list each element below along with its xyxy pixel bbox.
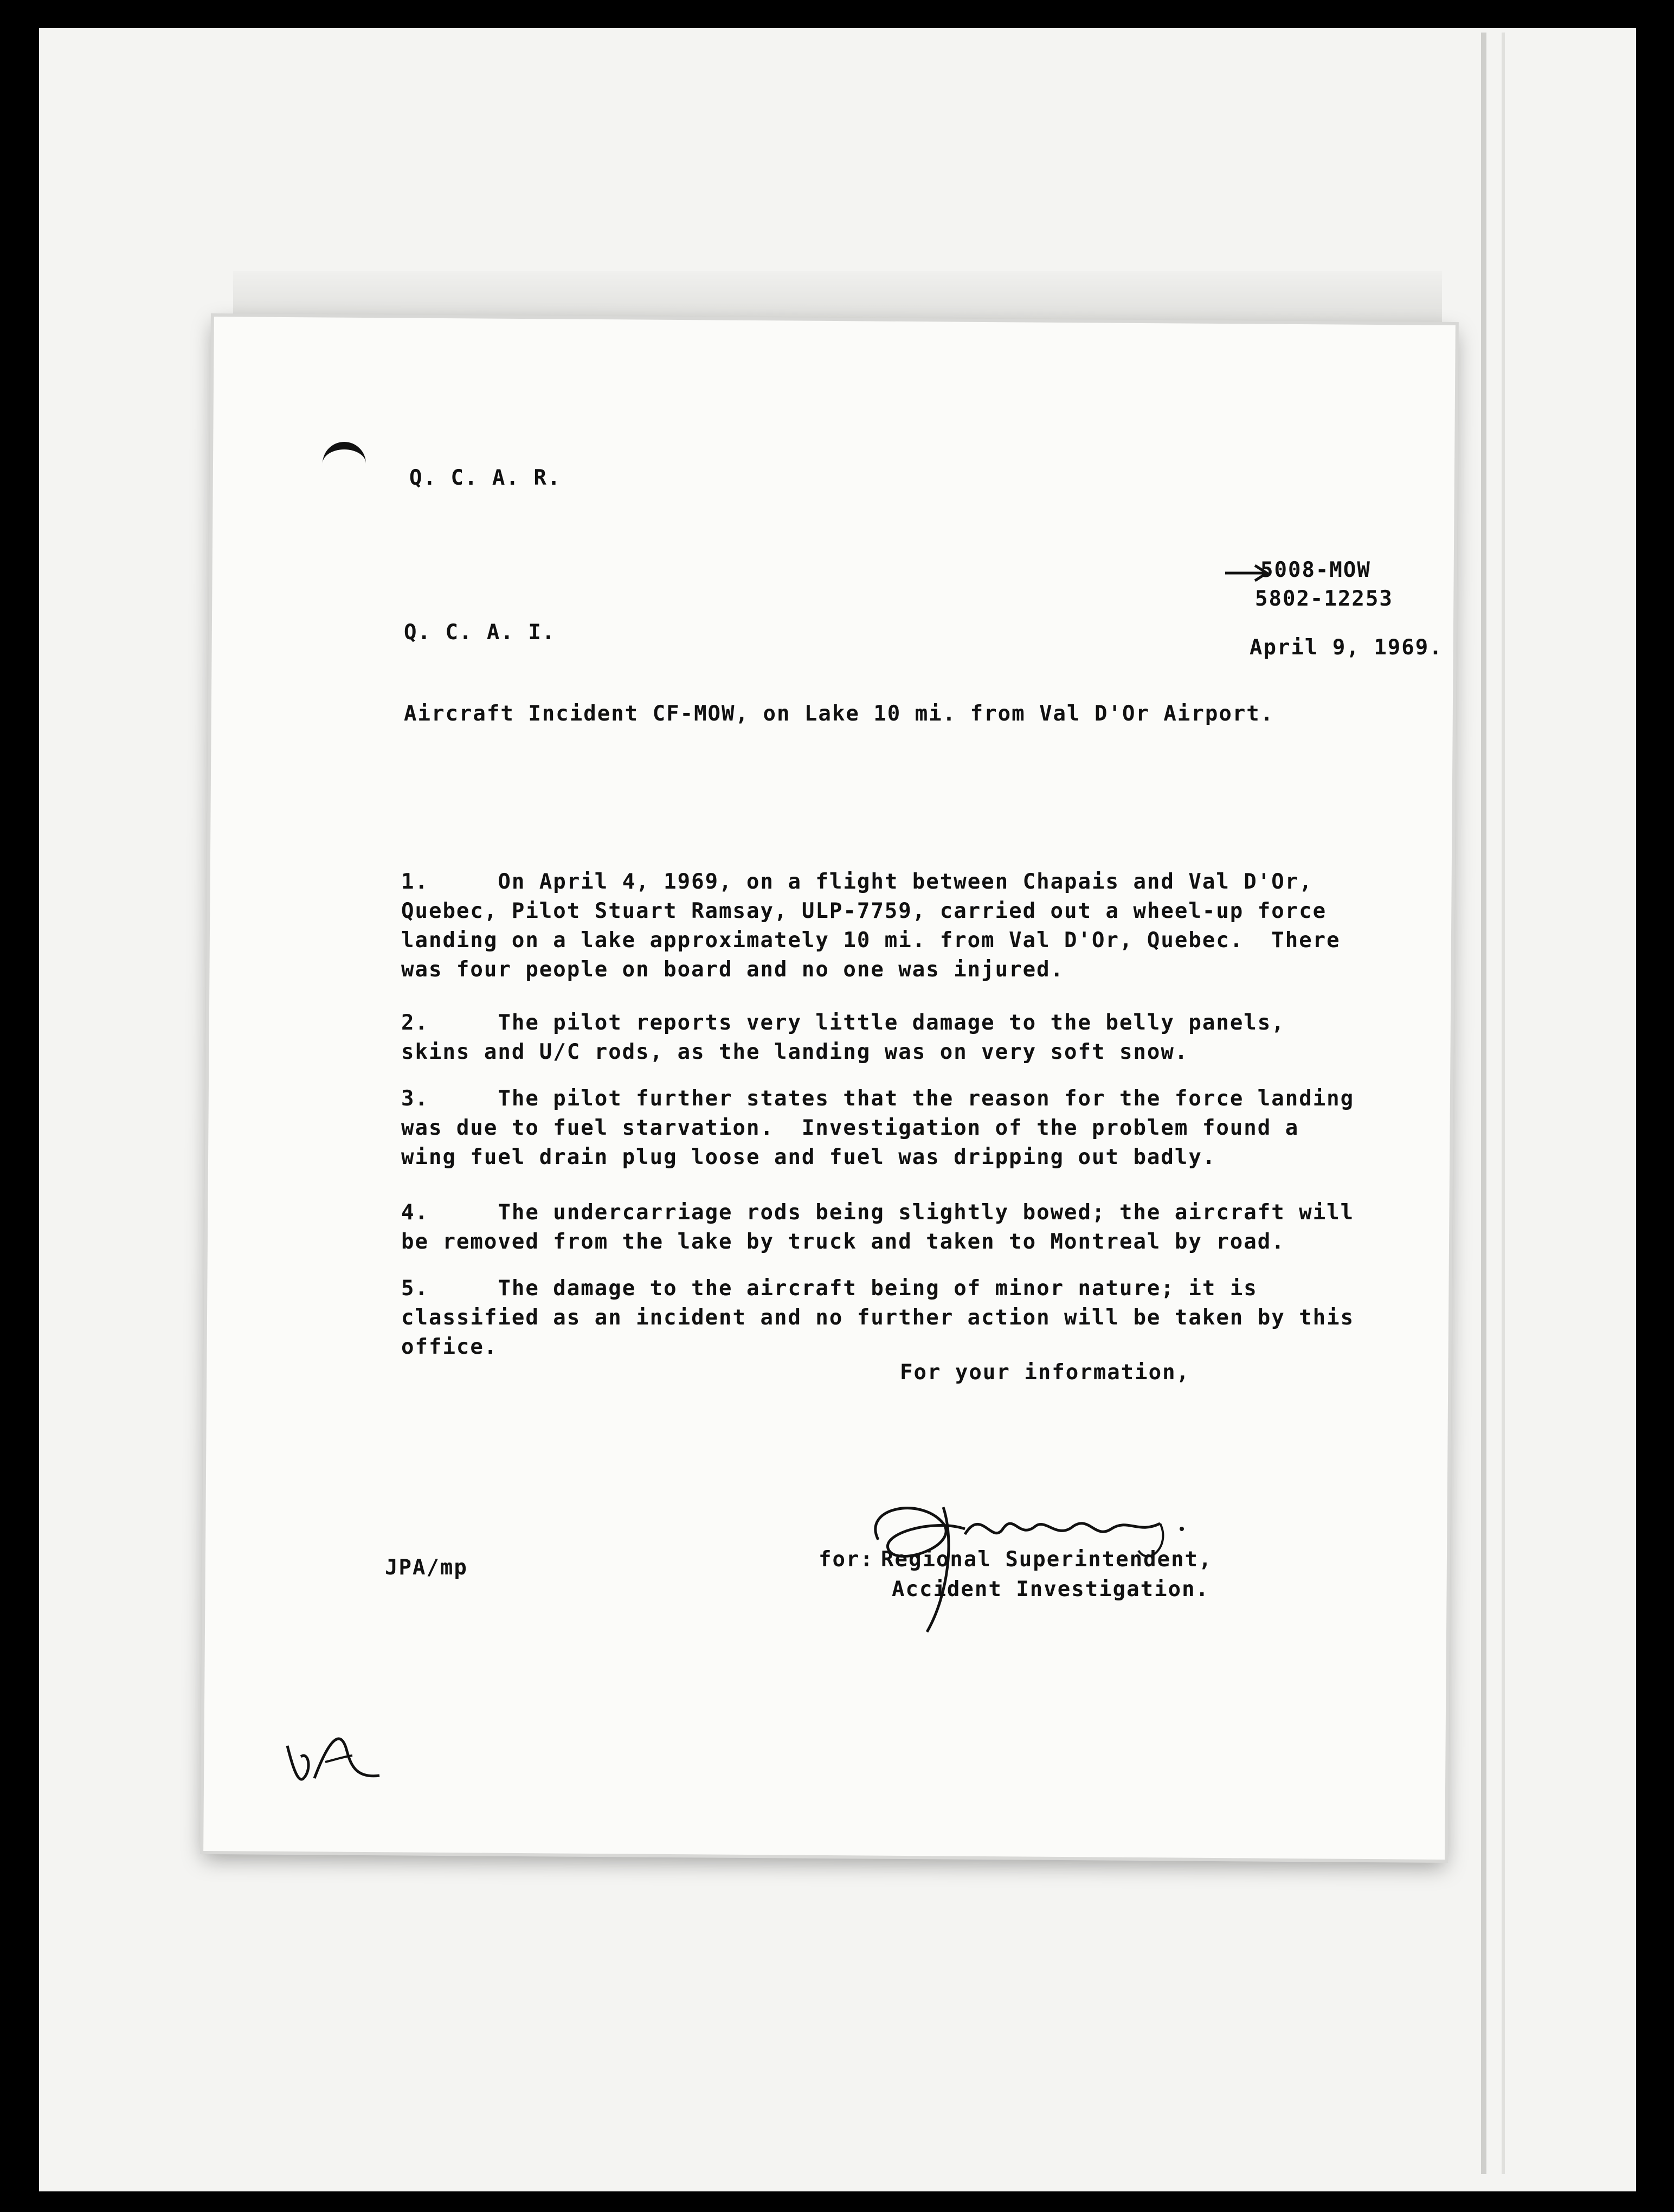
- paragraph-line: Quebec, Pilot Stuart Ramsay, ULP-7759, carried out a wheel-up force: [401, 899, 1327, 923]
- paragraph-3: [401, 1084, 1355, 1172]
- paragraph-line: classified as an incident and no further action will be taken by this: [401, 1306, 1355, 1330]
- recipient: Q. C. A. R.: [409, 466, 562, 490]
- paragraph-2: [401, 1008, 1285, 1067]
- paragraph-1: [401, 867, 1341, 985]
- paragraph-line: was due to fuel starvation. Investigation of the problem found a: [401, 1116, 1299, 1140]
- signatory-department: Accident Investigation.: [892, 1577, 1210, 1602]
- subject-line: Aircraft Incident CF-MOW, on Lake 10 mi. from Val D'Or Airport.: [404, 702, 1274, 726]
- sheet-edge-inner: [1502, 33, 1505, 2174]
- paragraph-line: wing fuel drain plug loose and fuel was dripping out badly.: [401, 1145, 1216, 1169]
- paragraph-line: 2. The pilot reports very little damage to the belly panels,: [401, 1011, 1285, 1035]
- sheet-edge: [1481, 33, 1486, 2174]
- paragraph-line: skins and U/C rods, as the landing was on very soft snow.: [401, 1040, 1189, 1064]
- paragraph-line: was four people on board and no one was injured.: [401, 957, 1065, 982]
- file-reference-2: 5802-12253: [1255, 587, 1393, 611]
- signatory-title: Regional Superintendent,: [881, 1547, 1213, 1572]
- paragraph-line: 5. The damage to the aircraft being of minor nature; it is: [401, 1276, 1258, 1301]
- paragraph-line: 4. The undercarriage rods being slightly bowed; the aircraft will: [401, 1200, 1355, 1225]
- letter-date: April 9, 1969.: [1250, 635, 1443, 660]
- paragraph-line: 3. The pilot further states that the reason for the force landing: [401, 1086, 1355, 1111]
- paragraph-line: landing on a lake approximately 10 mi. from Val D'Or, Quebec. There: [401, 928, 1341, 953]
- for-label: for:: [819, 1547, 874, 1572]
- closing-line: For your information,: [900, 1360, 1190, 1385]
- typist-initials: JPA/mp: [385, 1555, 468, 1580]
- handwritten-initials: [282, 1724, 385, 1789]
- paragraph-line: 1. On April 4, 1969, on a flight between Chapais and Val D'Or,: [401, 870, 1313, 894]
- paragraph-5: [401, 1274, 1355, 1362]
- paragraph-line: office.: [401, 1335, 498, 1359]
- sender: Q. C. A. I.: [404, 620, 556, 645]
- paragraph-4: [401, 1198, 1355, 1257]
- file-reference-1: 5008-MOW: [1260, 558, 1371, 582]
- paragraph-line: be removed from the lake by truck and taken to Montreal by road.: [401, 1230, 1285, 1254]
